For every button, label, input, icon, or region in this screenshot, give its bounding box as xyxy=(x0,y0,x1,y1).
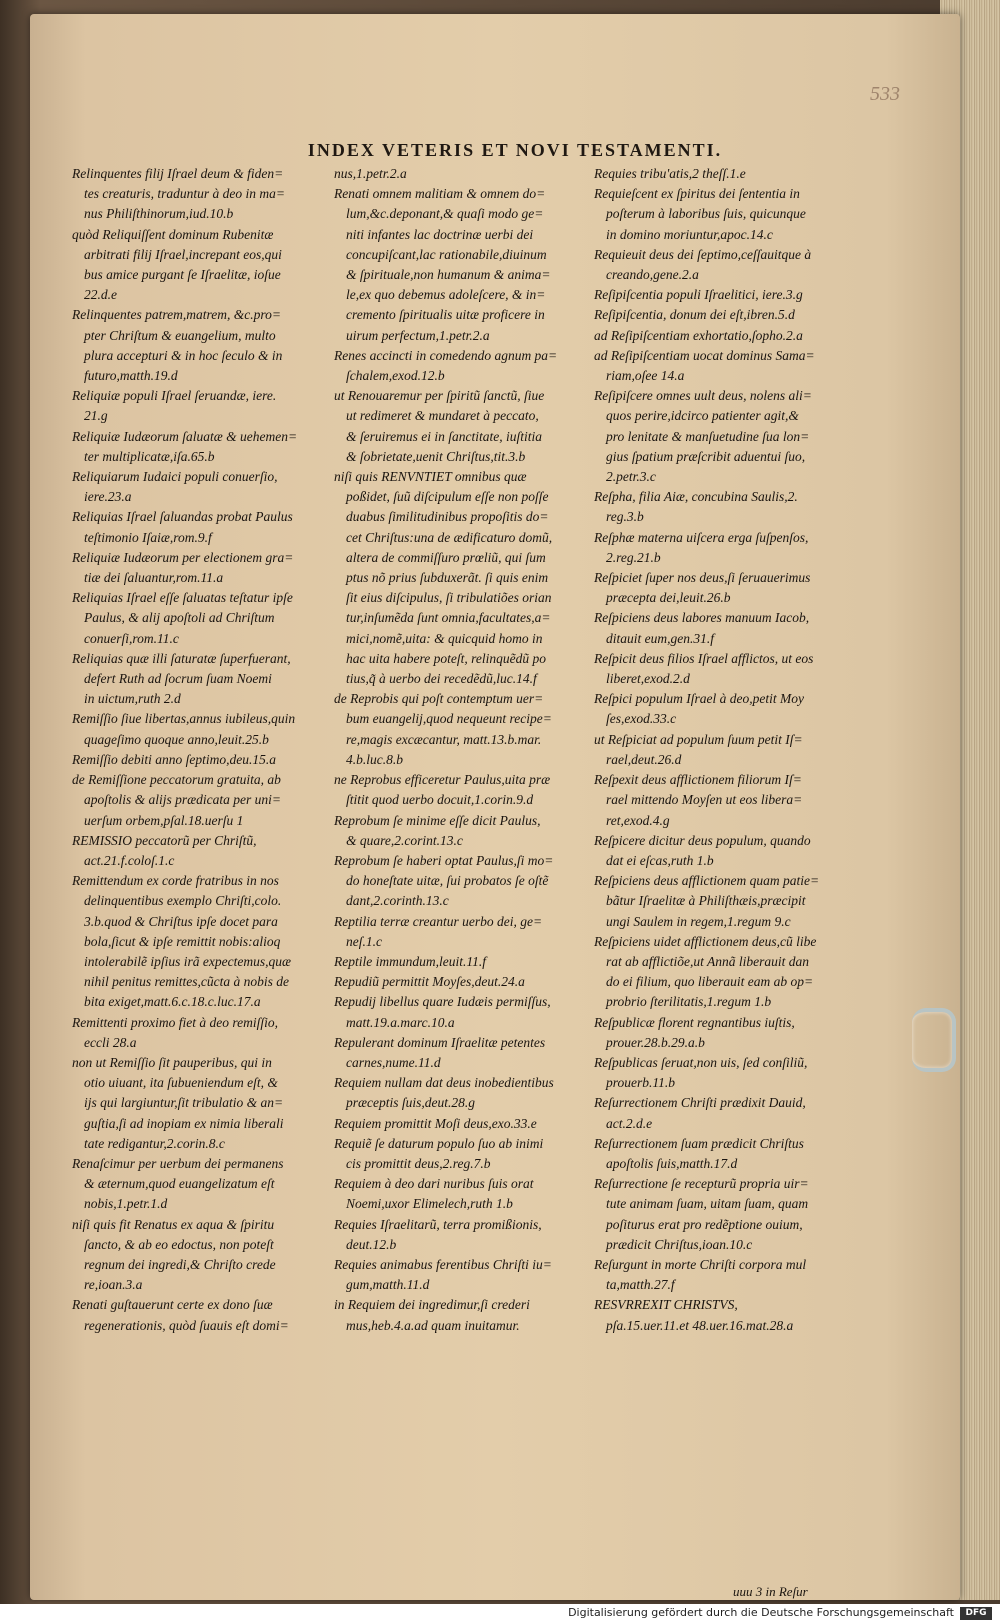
entry-line: Requieuit deus dei ſeptimo,ceſſauitque à xyxy=(594,246,812,262)
entry-continuation: 3.b.quod & Chriſtus ipſe docet para xyxy=(84,913,278,929)
index-entry xyxy=(594,932,844,1013)
entry-continuation: & æternum,quod euangelizatum eſt xyxy=(84,1176,275,1192)
footer-credit: Digitalisierung gefördert durch die Deutsche Forschungsgemeinschaft xyxy=(568,1606,954,1619)
page-clip xyxy=(912,1008,956,1072)
entry-line: Requiem nullam dat deus inobedientibus xyxy=(334,1075,554,1091)
entry-continuation: & quare,2.corint.13.c xyxy=(346,832,463,848)
entry-continuation: & ſeruiremus ei in ſanctitate, iuſtitia xyxy=(346,428,542,444)
index-entry xyxy=(72,750,330,770)
index-entry xyxy=(594,649,844,689)
index-entry xyxy=(72,1013,330,1053)
entry-continuation: rael mittendo Moyſen ut eos libera= xyxy=(606,792,803,808)
entry-continuation: ſancto, & ab eo edoctus, non poteſt xyxy=(84,1236,274,1252)
entry-continuation: niti infantes lac doctrinæ uerbi dei xyxy=(346,226,534,242)
entry-continuation: poſiturus erat pro redẽptione ouium, xyxy=(606,1216,803,1232)
entry-continuation: cis promittit deus,2.reg.7.b xyxy=(346,1155,491,1171)
entry-continuation: ungi Saulem in regem,1.regum 9.c xyxy=(606,913,791,929)
entry-continuation: præcepta dei,leuit.26.b xyxy=(606,590,731,606)
index-entry xyxy=(594,285,844,305)
index-entry xyxy=(594,608,844,648)
entry-continuation: guſtia,ſi ad inopiam ex nimia liberali xyxy=(84,1115,284,1131)
entry-continuation: rael,deut.26.d xyxy=(606,751,682,767)
entry-continuation: mici,nomẽ,uita: & quicquid homo in xyxy=(346,630,543,646)
entry-line: non ut Remiſſio ſit pauperibus, qui in xyxy=(72,1054,272,1070)
entry-continuation: do honeſtate uitæ, ſui probatos ſe oſtẽ xyxy=(346,873,549,889)
entry-continuation: ta,matth.27.f xyxy=(606,1277,675,1293)
entry-line: Reſurrectionem Chriſti prædixit Dauid, xyxy=(594,1095,806,1111)
entry-continuation: defert Ruth ad ſocrum ſuam Noemi xyxy=(84,671,272,687)
entry-line: Reptile immundum,leuit.11.f xyxy=(334,953,486,969)
entry-line: Reſurrectione ſe recepturũ propria uir= xyxy=(594,1176,809,1192)
entry-continuation: quos perire,idcirco patienter agit,& xyxy=(606,408,799,424)
entry-continuation: ut redimeret & mundaret à peccato, xyxy=(346,408,539,424)
entry-continuation: gius ſpatium præſcribit aduentui ſuo, xyxy=(606,448,806,464)
entry-continuation: tate redigantur,2.corin.8.c xyxy=(84,1135,225,1151)
index-entry xyxy=(594,871,844,932)
entry-line: Reliquias Iſrael ſaluandas probat Paulus xyxy=(72,509,293,525)
index-entry xyxy=(334,1174,590,1214)
entry-continuation: hac uita habere poteſt, relinquẽdũ po xyxy=(346,650,546,666)
entry-continuation: gum,matth.11.d xyxy=(346,1277,430,1293)
index-column-left xyxy=(72,164,330,1336)
index-entry xyxy=(72,507,330,547)
entry-continuation: bum euangelij,quod nequeunt recipe= xyxy=(346,711,552,727)
index-entry xyxy=(334,467,590,689)
index-entry xyxy=(72,1154,330,1215)
entry-continuation: ſit eius diſcipulus, ſi tribulatiões orian xyxy=(346,590,552,606)
entry-continuation: delinquentibus exemplo Chriſti,colo. xyxy=(84,893,282,909)
index-entry xyxy=(334,1114,590,1134)
entry-continuation: prouerb.11.b xyxy=(606,1075,675,1091)
index-entry xyxy=(72,770,330,831)
entry-line: Reſpiciens uidet afflictionem deus,cũ libe xyxy=(594,933,817,949)
entry-line: ad Reſipiſcentiam exhortatio,ſopho.2.a xyxy=(594,327,803,343)
index-entry xyxy=(594,1053,844,1093)
index-column-right xyxy=(594,164,844,1336)
dfg-logo: DFG xyxy=(960,1607,992,1620)
entry-continuation: act.21.f.coloſ.1.c xyxy=(84,852,175,868)
entry-line: Reſpublicas ſeruat,non uis, ſed conſiliũ, xyxy=(594,1054,808,1070)
entry-continuation: tute animam ſuam, uitam ſuam, quam xyxy=(606,1196,809,1212)
entry-line: Reſpiciet ſuper nos deus,ſi ſeruauerimus xyxy=(594,570,811,586)
index-entry xyxy=(594,1295,844,1335)
entry-continuation: nihil penitus remittes,cũcta à nobis de xyxy=(84,974,289,990)
entry-line: ad Reſipiſcentiam uocat dominus Sama= xyxy=(594,347,815,363)
entry-continuation: 4.b.luc.8.b xyxy=(346,751,403,767)
entry-continuation: riam,oſee 14.a xyxy=(606,368,685,384)
entry-continuation: do ei filium, quo liberauit eam ab op= xyxy=(606,974,814,990)
index-entry xyxy=(594,326,844,346)
index-entry xyxy=(594,730,844,770)
entry-line: Renaſcimur per uerbum dei permanens xyxy=(72,1155,284,1171)
index-entry xyxy=(72,305,330,386)
entry-continuation: apoſtolis ſuis,matth.17.d xyxy=(606,1155,738,1171)
entry-continuation: regnum dei ingredi,& Chriſto crede xyxy=(84,1256,276,1272)
entry-line: in Requiem dei ingredimur,ſi crederi xyxy=(334,1297,530,1313)
entry-continuation: Paulus, & alij apoſtoli ad Chriſtum xyxy=(84,610,275,626)
index-entry xyxy=(72,588,330,649)
entry-line: Reſurgunt in morte Chriſti corpora mul xyxy=(594,1256,807,1272)
index-entry xyxy=(334,386,590,467)
entry-line: de Reprobis qui poſt contemptum uer= xyxy=(334,691,544,707)
entry-line: Repudij libellus quare Iudæis permiſſus, xyxy=(334,994,551,1010)
entry-continuation: futuro,matth.19.d xyxy=(84,368,178,384)
entry-continuation: tius,q̃ à uerbo dei recedẽdũ,luc.14.f xyxy=(346,671,537,687)
index-entry xyxy=(72,831,330,871)
index-entry xyxy=(594,831,844,871)
entry-line: Remittenti proximo fiet à deo remiſſio, xyxy=(72,1014,278,1030)
entry-continuation: reg.3.b xyxy=(606,509,644,525)
entry-line: Reliquiæ populi Iſrael ſeruandæ, iere. xyxy=(72,388,277,404)
index-entry xyxy=(594,346,844,386)
entry-continuation: altera de commiſſuro prœliũ, qui ſum xyxy=(346,549,546,565)
index-entry xyxy=(72,164,330,225)
index-entry xyxy=(72,548,330,588)
entry-line: Renati guſtauerunt certe ex dono ſuæ xyxy=(72,1297,273,1313)
entry-continuation: ſes,exod.33.c xyxy=(606,711,677,727)
entry-continuation: le,ex quo debemus adoleſcere, & in= xyxy=(346,287,546,303)
entry-continuation: rat ab afflictiõe,ut Annã liberauit dan xyxy=(606,953,809,969)
entry-continuation: uerſum orbem,pſal.18.uerſu 1 xyxy=(84,812,244,828)
entry-continuation: act.2.d.e xyxy=(606,1115,653,1131)
entry-continuation: prædicit Chriſtus,ioan.10.c xyxy=(606,1236,753,1252)
index-entry xyxy=(594,568,844,608)
index-entry xyxy=(334,972,590,992)
entry-continuation: intolerabilẽ ipſius irã expectemus,quæ xyxy=(84,953,291,969)
index-entry xyxy=(72,709,330,749)
entry-line: quòd Reliquiſſent dominum Rubenitæ xyxy=(72,226,274,242)
index-entry xyxy=(334,346,590,386)
entry-line: Reſurrectionem ſuam prædicit Chriſtus xyxy=(594,1135,804,1151)
entry-line: Remiſſio debiti anno ſeptimo,deu.15.a xyxy=(72,751,276,767)
entry-continuation: 2.petr.3.c xyxy=(606,469,656,485)
entry-continuation: concupiſcant,lac rationabile,diuinum xyxy=(346,246,547,262)
index-entry xyxy=(594,1093,844,1133)
entry-line: Reſphæ materna uiſcera erga ſuſpenſos, xyxy=(594,529,809,545)
entry-line: Requiem à deo dari nuribus ſuis orat xyxy=(334,1176,534,1192)
entry-continuation: teſtimonio Iſaiæ,rom.9.f xyxy=(84,529,212,545)
entry-continuation: pro lenitate & manſuetudine ſua lon= xyxy=(606,428,810,444)
entry-line: REMISSIO peccatorũ per Chriſtũ, xyxy=(72,832,257,848)
entry-line: Relinquentes filij Iſrael deum & fiden= xyxy=(72,166,284,181)
entry-continuation: 2.reg.21.b xyxy=(606,549,661,565)
entry-line: Reſpha, filia Aiæ, concubina Saulis,2. xyxy=(594,489,798,505)
entry-line: niſi quis RENVNTIET omnibus quæ xyxy=(334,469,527,485)
index-entry xyxy=(594,528,844,568)
entry-line: Reſpicere dicitur deus populum, quando xyxy=(594,832,811,848)
index-entry xyxy=(72,467,330,507)
entry-continuation: otio uiuant, ita ſubueniendum eſt, & xyxy=(84,1075,278,1091)
entry-continuation: poſterum à laboribus ſuis, quicunque xyxy=(606,206,806,222)
entry-line: Remiſſio ſiue libertas,annus iubileus,quin xyxy=(72,711,296,727)
entry-line: Renati omnem malitiam & omnem do= xyxy=(334,186,546,202)
entry-line: Reliquias quæ illi ſaturatæ ſuperfuerant, xyxy=(72,650,291,666)
index-entry xyxy=(72,1295,330,1335)
index-entry xyxy=(72,871,330,1012)
entry-continuation: cremento ſpiritualis uitæ proficere in xyxy=(346,307,545,323)
index-entry xyxy=(72,1053,330,1154)
entry-line: ut Reſpiciat ad populum ſuum petit Iſ= xyxy=(594,731,803,747)
entry-continuation: re,ioan.3.a xyxy=(84,1277,143,1293)
entry-continuation: ptus nõ prius ſubduxerãt. ſi quis enim xyxy=(346,570,549,586)
entry-continuation: dat ei eſcas,ruth 1.b xyxy=(606,852,714,868)
entry-continuation: prouer.28.b.29.a.b xyxy=(606,1034,705,1050)
entry-continuation: ſtitit quod uerbo docuit,1.corin.9.d xyxy=(346,792,534,808)
index-entry xyxy=(334,689,590,770)
index-entry xyxy=(334,184,590,346)
index-entry xyxy=(594,770,844,831)
entry-line: Reſipiſcentia populi Iſraelitici, iere.3.g xyxy=(594,287,803,303)
entry-continuation: & ſobrietate,uenit Chriſtus,tit.3.b xyxy=(346,448,526,464)
entry-continuation: lum,&c.deponant,& quaſi modo ge= xyxy=(346,206,544,222)
entry-continuation: eccli 28.a xyxy=(84,1034,137,1050)
entry-line: Repulerant dominum Iſraelitæ petentes xyxy=(334,1034,546,1050)
entry-line: Requiem promittit Moſi deus,exo.33.e xyxy=(334,1115,537,1131)
entry-continuation: carnes,nume.11.d xyxy=(346,1054,441,1070)
entry-continuation: re,magis excæcantur, matt.13.b.mar. xyxy=(346,731,542,747)
entry-continuation: matt.19.a.marc.10.a xyxy=(346,1014,455,1030)
folio-number: 533 xyxy=(870,83,900,105)
entry-line: Reſpublicæ florent regnantibus iuſtis, xyxy=(594,1014,795,1030)
entry-line: Requies Iſraelitarũ, terra promißionis, xyxy=(334,1216,542,1232)
entry-continuation: ditauit eum,gen.31.f xyxy=(606,630,714,646)
index-entry xyxy=(594,1134,844,1174)
catchword: uuu 3 in Reſur xyxy=(733,1584,808,1599)
entry-line: de Remiſſione peccatorum gratuita, ab xyxy=(72,772,281,788)
entry-line: Reſpiciens deus labores manuum Iacob, xyxy=(594,610,810,626)
entry-continuation: in domino moriuntur,apoc.14.c xyxy=(606,226,773,242)
entry-continuation: nus Philiſthinorum,iud.10.b xyxy=(84,206,234,222)
entry-line: Requies tribu'atis,2 theſſ.1.e xyxy=(594,166,746,181)
index-entry xyxy=(72,427,330,467)
index-entry xyxy=(594,164,844,184)
entry-continuation: poßidet, ſuũ diſcipulum eſſe non poſſe xyxy=(346,489,549,505)
entry-line: Relinquentes patrem,matrem, &c.pro= xyxy=(72,307,281,323)
entry-line: ut Renouaremur per ſpiritũ ſanctũ, ſiue xyxy=(334,388,545,404)
index-entry xyxy=(594,1013,844,1053)
entry-continuation: creando,gene.2.a xyxy=(606,267,699,283)
entry-continuation: conuerſi,rom.11.c xyxy=(84,630,179,646)
entry-continuation: & ſpirituale,non humanum & anima= xyxy=(346,267,551,283)
entry-continuation: ſchalem,exod.12.b xyxy=(346,368,445,384)
entry-line: ne Reprobus efficeretur Paulus,uita præ xyxy=(334,772,551,788)
index-entry xyxy=(334,770,590,810)
entry-continuation: tiæ dei ſaluantur,rom.11.a xyxy=(84,570,224,586)
index-entry xyxy=(594,689,844,729)
entry-line: Reptilia terræ creantur uerbo dei, ge= xyxy=(334,913,543,929)
entry-continuation: quageſimo quoque anno,leuit.25.b xyxy=(84,731,269,747)
entry-continuation: duabus ſimilitudinibus propoſitis do= xyxy=(346,509,549,525)
index-entry xyxy=(334,1033,590,1073)
entry-continuation: cet Chriſtus:una de ædificaturo domũ, xyxy=(346,529,553,545)
entry-line: Requiẽ ſe daturum populo ſuo ab inimi xyxy=(334,1135,544,1151)
index-column-middle xyxy=(334,164,590,1336)
index-entry xyxy=(594,184,844,245)
entry-continuation: plura accepturi & in hoc ſeculo & in xyxy=(84,347,283,363)
entry-continuation: pter Chriſtum & euangelium, multo xyxy=(84,327,276,343)
entry-continuation: bola,ſicut & ipſe remittit nobis:alioq xyxy=(84,933,281,949)
index-entry xyxy=(594,1255,844,1295)
entry-continuation: iere.23.a xyxy=(84,489,132,505)
entry-line: Reprobum ſe haberi optat Paulus,ſi mo= xyxy=(334,852,554,868)
entry-continuation: pſa.15.uer.11.et 48.uer.16.mat.28.a xyxy=(606,1317,794,1333)
entry-line: Reſpiciens deus afflictionem quam patie= xyxy=(594,873,820,889)
entry-continuation: ter multiplicatæ,iſa.65.b xyxy=(84,448,215,464)
entry-continuation: tes creaturis, traduntur à deo in ma= xyxy=(84,186,285,202)
index-entry xyxy=(334,952,590,972)
index-entry xyxy=(334,164,590,184)
entry-line: niſi quis fit Renatus ex aqua & ſpiritu xyxy=(72,1216,275,1232)
index-entry xyxy=(594,1174,844,1255)
entry-continuation: ret,exod.4.g xyxy=(606,812,670,828)
entry-line: Reſipiſcere omnes uult deus, nolens ali= xyxy=(594,388,812,404)
entry-continuation: præceptis ſuis,deut.28.g xyxy=(346,1095,475,1111)
entry-continuation: arbitrati filij Iſrael,increpant eos,qui xyxy=(84,246,282,262)
entry-continuation: 21.g xyxy=(84,408,108,424)
index-entry xyxy=(334,912,590,952)
entry-continuation: mus,heb.4.a.ad quam inuitamur. xyxy=(346,1317,520,1333)
entry-line: Reprobum ſe minime eſſe dicit Paulus, xyxy=(334,812,541,828)
index-entry xyxy=(334,1295,590,1335)
index-entry xyxy=(334,992,590,1032)
entry-line: Reſpexit deus afflictionem filiorum Iſ= xyxy=(594,772,802,788)
entry-continuation: neſ.1.c xyxy=(346,933,382,949)
entry-line: Reliquiarum Iudaici populi conuerſio, xyxy=(72,469,278,485)
entry-line: RESVRREXIT CHRISTVS, xyxy=(594,1297,738,1313)
entry-continuation: probrio ſterilitatis,1.regum 1.b xyxy=(606,994,772,1010)
entry-continuation: in uictum,ruth 2.d xyxy=(84,691,181,707)
entry-continuation: liberet,exod.2.d xyxy=(606,671,690,687)
entry-continuation: bus amice purgant ſe Iſraelitæ, ioſue xyxy=(84,267,281,283)
entry-continuation: nobis,1.petr.1.d xyxy=(84,1196,168,1212)
entry-continuation: uirum perfectum,1.petr.2.a xyxy=(346,327,490,343)
entry-continuation: dant,2.corinth.13.c xyxy=(346,893,449,909)
entry-line: Reſpicit deus filios Iſrael afflictos, ut eos xyxy=(594,650,814,666)
entry-line: Reſpici populum Iſrael à deo,petit Moy xyxy=(594,691,804,707)
index-entry xyxy=(334,1134,590,1174)
entry-continuation: bãtur Iſraelitæ à Philiſthæis,præcipit xyxy=(606,893,806,909)
entry-line: Reliquiæ Iudæorum per electionem gra= xyxy=(72,549,294,565)
index-entry xyxy=(72,386,330,426)
index-entry xyxy=(594,305,844,325)
index-entry xyxy=(334,811,590,851)
entry-continuation: bita exiget,matt.6.c.18.c.luc.17.a xyxy=(84,994,261,1010)
entry-line: Repudiũ permittit Moyſes,deut.24.a xyxy=(334,974,525,990)
entry-line: Reliquias Iſrael eſſe ſaluatas teſtatur ipſe xyxy=(72,590,293,606)
index-entry xyxy=(334,1073,590,1113)
entry-continuation: apoſtolis & alijs prædicata per uni= xyxy=(84,792,281,808)
entry-continuation: 22.d.e xyxy=(84,287,117,303)
entry-line: nus,1.petr.2.a xyxy=(334,166,407,181)
entry-continuation: tur,inſumẽda ſunt omnia,facultates,a= xyxy=(346,610,551,626)
entry-line: Reliquiæ Iudæorum ſaluatæ & uehemen= xyxy=(72,428,298,444)
index-entry xyxy=(334,1255,590,1295)
entry-continuation: ijs qui largiuntur,ſit tribulatio & an= xyxy=(84,1095,284,1111)
index-entry xyxy=(72,649,330,710)
entry-line: Requies animabus ferentibus Chriſti iu= xyxy=(334,1256,552,1272)
index-entry xyxy=(594,245,844,285)
index-entry xyxy=(594,386,844,487)
entry-line: Remittendum ex corde fratribus in nos xyxy=(72,873,279,889)
running-header: INDEX VETERIS ET NOVI TESTAMENTI. xyxy=(307,140,723,160)
entry-continuation: Noemi,uxor Elimelech,ruth 1.b xyxy=(346,1196,513,1212)
entry-line: Requieſcent ex ſpiritus dei ſententia in xyxy=(594,186,800,202)
entry-line: Renes accincti in comedendo agnum pa= xyxy=(334,347,558,363)
index-entry xyxy=(334,851,590,912)
index-entry xyxy=(334,1215,590,1255)
entry-continuation: deut.12.b xyxy=(346,1236,397,1252)
entry-continuation: regenerationis, quòd ſuauis eſt domi= xyxy=(84,1317,289,1333)
index-entry xyxy=(594,487,844,527)
entry-line: Reſipiſcentia, donum dei eſt,ibren.5.d xyxy=(594,307,795,323)
index-entry xyxy=(72,1215,330,1296)
index-entry xyxy=(72,225,330,306)
